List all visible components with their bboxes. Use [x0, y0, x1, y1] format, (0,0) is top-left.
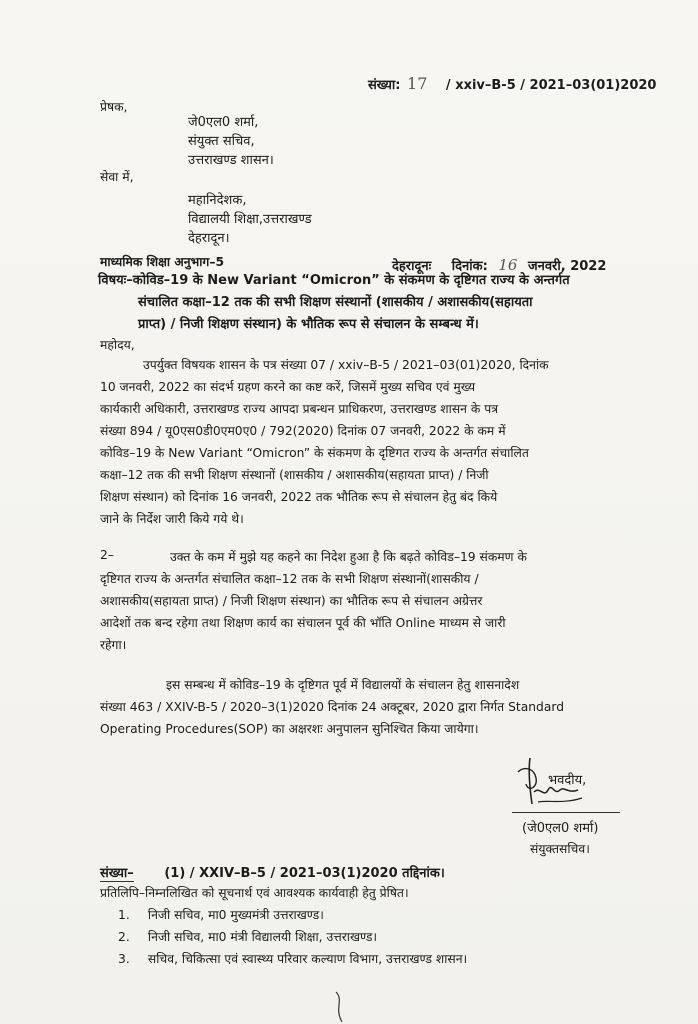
signature-designation: संयुक्तसचिव। [530, 842, 590, 856]
list-item-number: 3. [118, 952, 130, 966]
ref-handwritten-number: 17 [407, 74, 428, 93]
para1-line-3: कार्यकारी अधिकारी, उत्तराखण्ड राज्य आपदा प्रबन्धन प्राधिकरण, उत्तराखण्ड शासन के पत्र [100, 402, 499, 416]
para3-line-1: इस सम्बन्ध में कोविड–19 के दृष्टिगत पूर्व में विद्यालयों के संचालन हेतु शासनादेश [166, 678, 520, 692]
section-name: माध्यमिक शिक्षा अनुभाग–5 [100, 255, 225, 269]
list-item-number: 1. [118, 908, 130, 922]
sender-government: उत्तराखण्ड शासन। [188, 153, 274, 168]
para2-number: 2– [100, 548, 114, 562]
sender-name: जे0एल0 शर्मा, [188, 115, 259, 130]
list-item-number: 2. [118, 930, 130, 944]
list-item-text: निजी सचिव, मा0 मंत्री विद्यालयी शिक्षा, उत्तराखण्ड। [147, 930, 378, 944]
date-label: दिनांक: [451, 259, 488, 274]
para2-line-2: दृष्टिगत राज्य के अन्तर्गत संचालित कक्षा–12 तक के सभी शिक्षण संस्थानों(शासकीय / [100, 572, 479, 586]
para1-line-8: जाने के निर्देश जारी किये गये थे। [100, 512, 244, 526]
copy-reference [100, 863, 445, 881]
signature-line [512, 812, 620, 813]
signature-closing: भवदीय, [548, 773, 587, 788]
date-month-year: जनवरी, 2022 [527, 259, 607, 274]
para2-line-1: उक्त के कम में मुझे यह कहने का निदेश हुआ है कि बढ़ते कोविड–19 संकमण के [170, 550, 527, 564]
subject-line-1: विषयः–कोविड–19 के New Variant “Omicron” के संकमण के दृष्टिगत राज्य के अन्तर्गत [98, 273, 570, 288]
para3-line-2: संख्या 463 / XXIV-B-5 / 2020–3(1)2020 दिनांक 24 अक्टूबर, 2020 द्वारा निर्गत Standard [100, 700, 565, 714]
list-item-text: सचिव, चिकित्सा एवं स्वास्थ्य परिवार कल्याण विभाग, उत्तराखण्ड शासन। [147, 952, 468, 966]
subject-line-2: संचालित कक्षा–12 तक की सभी शिक्षण संस्थानों (शासकीय / अशासकीय(सहायता [138, 295, 533, 310]
para1-line-5: कोविड–19 के New Variant “Omicron” के संकमण के दृष्टिगत राज्य के अन्तर्गत संचालित [100, 446, 529, 460]
date-handwritten-day: 16 [498, 256, 518, 274]
ref-label: संख्या: [368, 78, 401, 93]
para1-line-2: 10 जनवरी, 2022 का संदर्भ ग्रहण करने का कष्ट करें, जिसमें मुख्य सचिव एवं मुख्य [100, 380, 476, 394]
recipient-department: विद्यालयी शिक्षा,उत्तराखण्ड [188, 212, 312, 227]
signature-name: (जे0एल0 शर्मा) [522, 821, 599, 836]
para1-line-1: उपर्युक्त विषयक शासन के पत्र संख्या 07 / xxiv–B-5 / 2021–03(01)2020, दिनांक [143, 358, 549, 372]
list-item [118, 950, 467, 967]
para2-line-3: अशासकीय(सहायता प्राप्त) / निजी शिक्षण संस्थान) का भौतिक रूप से संचालन अग्रेत्तर [100, 594, 483, 608]
salutation: महोदय, [100, 338, 135, 352]
recipient-label: सेवा में, [100, 170, 134, 184]
para1-line-4: संख्या 894 / यू0एस0डी0एम0ए0 / 792(2020) दिनांक 07 जनवरी, 2022 के कम में [100, 424, 506, 438]
recipient-title: महानिदेशक, [188, 193, 247, 208]
recipient-city: देहरादून। [188, 231, 230, 246]
copy-intro: प्रतिलिपि–निम्नलिखित को सूचनार्थ एवं आवश्यक कार्यवाही हेतु प्रेषित। [100, 886, 409, 900]
para3-line-3: Operating Procedures(SOP) का अक्षरशः अनुपालन सुनिश्चित किया जायेगा। [100, 722, 479, 736]
pen-mark [330, 990, 350, 1024]
sender-label: प्रेषक, [100, 100, 128, 114]
list-item [118, 906, 324, 923]
para2-line-4: आदेशों तक बन्द रहेगा तथा शिक्षण कार्य का संचालन पूर्व की भॉति Online माध्यम से जारी [100, 616, 506, 630]
para1-line-7: शिक्षण संस्थान) को दिनांक 16 जनवरी, 2022 तक भौतिक रूप से संचालन हेतु बंद किये [100, 490, 498, 504]
subject-line-3: प्राप्त) / निजी शिक्षण संस्थान) के भौतिक रूप से संचालन के सम्बन्ध में। [138, 317, 479, 332]
copy-ref-number: (1) / XXIV–B–5 / 2021–03(1)2020 तद्दिनांक। [164, 866, 445, 881]
reference-number [368, 74, 656, 93]
subject-block [98, 270, 630, 336]
para1-line-6: कक्षा–12 तक की सभी शिक्षण संस्थानों (शासकीय / अशासकीय(सहायता प्राप्त) / निजी [100, 468, 489, 482]
para2-line-5: रहेगा। [100, 638, 127, 652]
ref-number-text: / xxiv–B-5 / 2021–03(01)2020 [445, 78, 657, 93]
list-item-text: निजी सचिव, मा0 मुख्यमंत्री उत्तराखण्ड। [147, 908, 324, 922]
list-item [118, 928, 377, 945]
copy-ref-label: संख्या– [100, 866, 134, 881]
date-place: देहरादूनः [392, 259, 432, 274]
sender-designation: संयुक्त सचिव, [188, 134, 255, 149]
